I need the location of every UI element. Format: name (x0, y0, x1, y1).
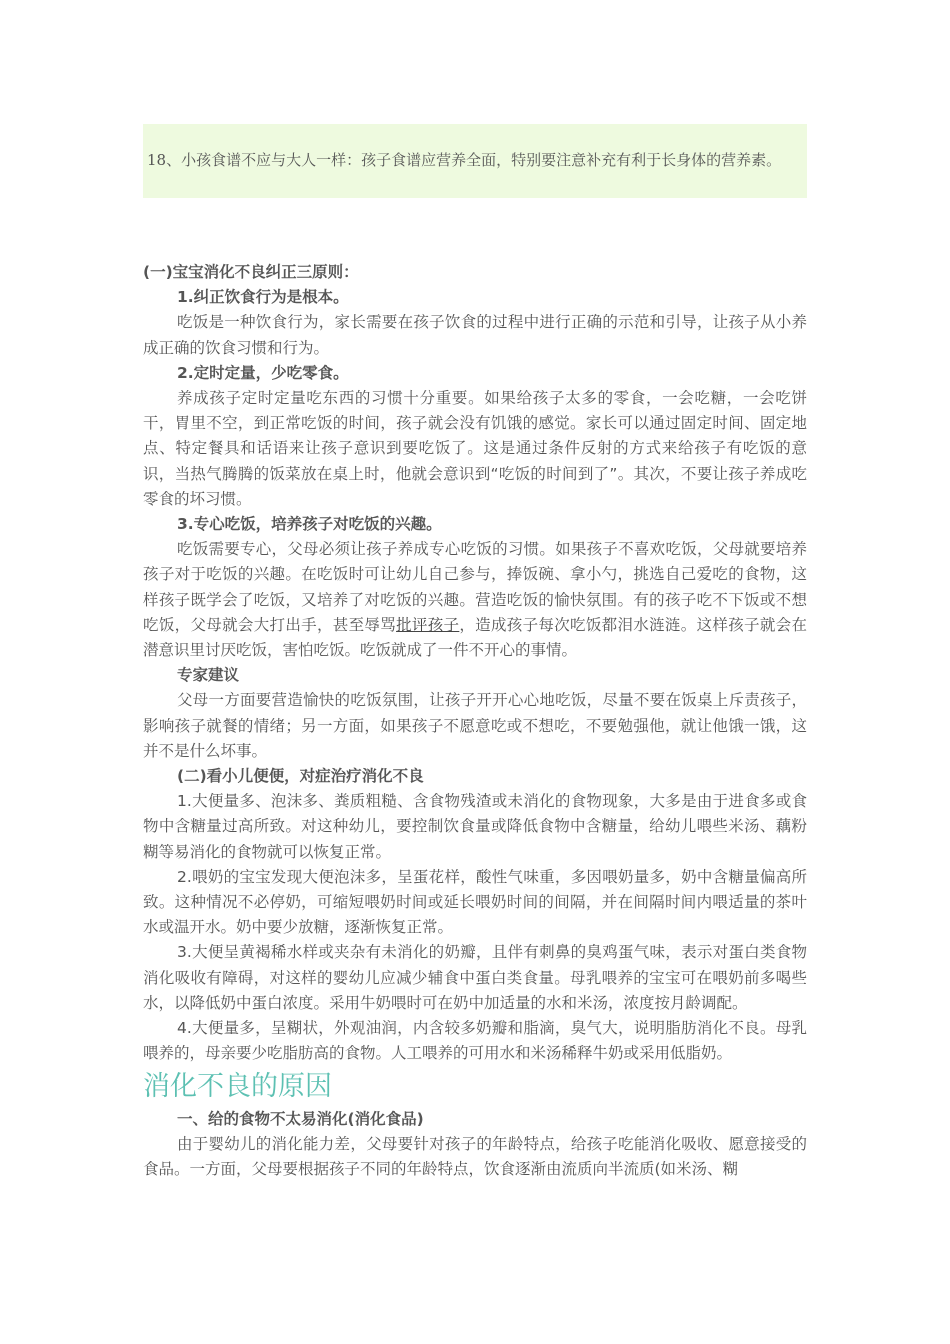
stool-item-1: 1.大便量多、泡沫多、粪质粗糙、含食物残渣或未消化的食物现象，大多是由于进食多或食物中含糖量过高所致。对这种幼儿，要控制饮食量或降低食物中含糖量，给幼儿喂些米汤、藕粉糊等易消化的食物就可以恢复正常。 (143, 792, 807, 861)
article-content (143, 260, 807, 1182)
principle-3-text-before: 吃饭需要专心，父母必须让孩子养成专心吃饭的习惯。如果孩子不喜欢吃饭，父母就要培养孩子对于吃饭的兴趣。在吃饭时可让幼儿自己参与，捧饭碗、拿小勺，挑选自己爱吃的食物，这样孩子既学会了吃饭，又培养了对吃饭的兴趣。营造吃饭的愉快氛围。有的孩子吃不下饭或不想吃饭，父母就会大打出手，甚至辱骂 (143, 540, 807, 634)
tip-box (143, 124, 807, 198)
stool-item-2: 2.喂奶的宝宝发现大便泡沫多，呈蛋花样，酸性气味重，多因喂奶量多，奶中含糖量偏高所致。这种情况不必停奶，可缩短喂奶时间或延长喂奶时间的间隔，并在间隔时间内喂适量的茶叶水或温开水。奶中要少放糖，逐渐恢复正常。 (143, 867, 807, 937)
cause-1-heading: 一、给的食物不太易消化(消化食品) (177, 1109, 424, 1128)
principle-3-text-after: ，造成孩子每次吃饭都泪水涟涟。这样孩子就会在潜意识里讨厌吃饭，害怕吃饭。吃饭就成了一件不开心的事情。 (143, 615, 807, 660)
cause-1-text: 由于婴幼儿的消化能力差，父母要针对孩子的年龄特点，给孩子吃能消化吸收、愿意接受的食品。一方面，父母要根据孩子不同的年龄特点，饮食逐渐由流质向半流质(如米汤、糊 (143, 1134, 807, 1178)
principle-1-text: 吃饭是一种饮食行为，家长需要在孩子饮食的过程中进行正确的示范和引导，让孩子从小养成正确的饮食习惯和行为。 (143, 313, 807, 357)
tip-text: 18、小孩食谱不应与大人一样：孩子食谱应营养全面，特别要注意补充有利于长身体的营养素。 (147, 151, 782, 169)
principle-3-text (143, 537, 807, 663)
expert-advice-text: 父母一方面要营造愉快的吃饭氛围，让孩子开开心心地吃饭，尽量不要在饭桌上斥责孩子，影响孩子就餐的情绪；另一方面，如果孩子不愿意吃或不想吃，不要勉强他，就让他饿一饿，这并不是什么坏事。 (143, 691, 807, 760)
section1-heading: (一)宝宝消化不良纠正三原则： (143, 263, 359, 281)
criticize-child-link[interactable]: 批评孩子 (396, 615, 460, 634)
principle-1-heading: 1.纠正饮食行为是根本。 (177, 288, 349, 307)
expert-advice-heading: 专家建议 (177, 666, 240, 685)
principle-2-text: 养成孩子定时定量吃东西的习惯十分重要。如果给孩子太多的零食，一会吃糖，一会吃饼干，胃里不空，到正常吃饭的时间，孩子就会没有饥饿的感觉。家长可以通过固定时间、固定地点、特定餐具和话语来让孩子意识到要吃饭了。这是通过条件反射的方式来给孩子有吃饭的意识，当热气腾腾的饭菜放在桌上时，他就会意识到“吃饭的时间到了”。其次，不要让孩子养成吃零食的坏习惯。 (143, 389, 807, 508)
stool-item-4: 4.大便量多，呈糊状，外观油润，内含较多奶瓣和脂滴，臭气大，说明脂肪消化不良。母乳喂养的，母亲要少吃脂肪高的食物。人工喂养的可用水和米汤稀释牛奶或采用低脂奶。 (143, 1019, 807, 1063)
indigestion-causes-title: 消化不良的原因 (143, 1070, 332, 1102)
section2-heading: (二)看小儿便便，对症治疗消化不良 (177, 767, 424, 786)
principle-3-heading: 3.专心吃饭，培养孩子对吃饭的兴趣。 (177, 515, 442, 534)
principle-2-heading: 2.定时定量，少吃零食。 (177, 363, 349, 382)
stool-item-3: 3.大便呈黄褐稀水样或夹杂有未消化的奶瓣，且伴有刺鼻的臭鸡蛋气味，表示对蛋白类食物消化吸收有障碍，对这样的婴幼儿应减少辅食中蛋白类食量。母乳喂养的宝宝可在喂奶前多喝些水，以降低奶中蛋白浓度。采用牛奶喂时可在奶中加适量的水和米汤，浓度按月龄调配。 (143, 943, 807, 1012)
